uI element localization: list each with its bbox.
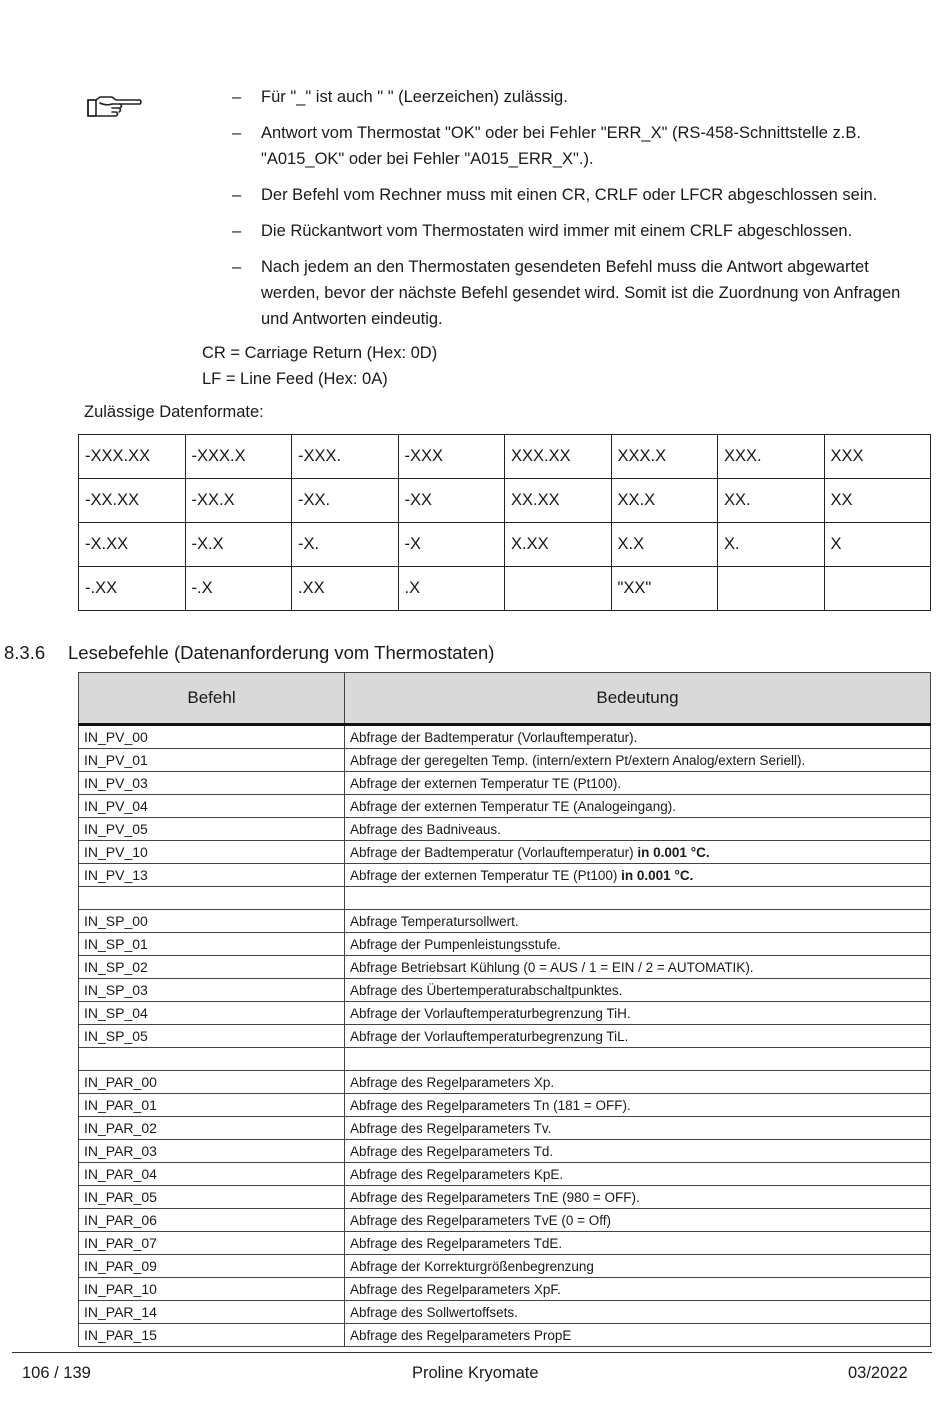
command-description	[345, 1140, 931, 1163]
format-cell: -XX.XX	[79, 479, 186, 523]
format-cell: XXX.	[718, 435, 825, 479]
description-text: Abfrage des Regelparameters TdE.	[350, 1235, 563, 1251]
description-text: Abfrage Temperatursollwert.	[350, 913, 519, 929]
command-code: IN_PV_10	[79, 841, 345, 864]
note-bullet	[232, 182, 932, 208]
command-code: IN_PV_13	[79, 864, 345, 887]
format-cell: X.	[718, 523, 825, 567]
format-cell: X.X	[611, 523, 718, 567]
command-code: IN_PAR_02	[79, 1117, 345, 1140]
description-text: Abfrage des Übertemperaturabschaltpunktes.	[350, 982, 623, 998]
command-code: IN_SP_04	[79, 1002, 345, 1025]
footer-rule	[12, 1352, 932, 1353]
command-row	[79, 749, 931, 772]
format-cell: -.X	[185, 567, 292, 611]
command-code: IN_PAR_14	[79, 1301, 345, 1324]
command-code: IN_PV_05	[79, 818, 345, 841]
format-cell: -XX.	[292, 479, 399, 523]
bullet-text: Der Befehl vom Rechner muss mit einen CR, CRLF oder LFCR abgeschlossen sein.	[261, 186, 878, 204]
command-description	[345, 1071, 931, 1094]
description-text: Abfrage der Korrekturgrößenbegrenzung	[350, 1258, 594, 1274]
format-cell: -XXX.X	[185, 435, 292, 479]
format-cell: XX.XX	[505, 479, 612, 523]
format-cell: XXX.X	[611, 435, 718, 479]
command-row	[79, 818, 931, 841]
command-row	[79, 1255, 931, 1278]
format-cell	[718, 567, 825, 611]
description-text: Abfrage der Badtemperatur (Vorlauftemperatur)	[350, 844, 638, 860]
bullet-dash: –	[232, 88, 242, 106]
command-description	[345, 1255, 931, 1278]
command-row	[79, 1117, 931, 1140]
command-row	[79, 772, 931, 795]
format-cell: -X	[398, 523, 505, 567]
formats-row	[79, 567, 931, 611]
format-cell: -X.XX	[79, 523, 186, 567]
note-bullet	[232, 120, 932, 172]
format-cell: -XXX.	[292, 435, 399, 479]
description-text: Abfrage der externen Temperatur TE (Pt100)	[350, 867, 622, 883]
command-description	[345, 1278, 931, 1301]
command-code: IN_SP_03	[79, 979, 345, 1002]
note-bullet	[232, 218, 932, 244]
command-description	[345, 1186, 931, 1209]
description-text: Abfrage der externen Temperatur TE (Analogeingang).	[350, 798, 676, 814]
command-row	[79, 1209, 931, 1232]
description-text: Abfrage des Regelparameters XpF.	[350, 1281, 561, 1297]
command-description	[345, 1163, 931, 1186]
command-code: IN_PAR_01	[79, 1094, 345, 1117]
command-code	[79, 1048, 345, 1071]
formats-heading: Zulässige Datenformate:	[84, 403, 264, 421]
description-text: Abfrage des Regelparameters TvE (0 = Off)	[350, 1212, 612, 1228]
command-description	[345, 841, 931, 864]
command-description	[345, 979, 931, 1002]
command-description	[345, 749, 931, 772]
format-cell: X.XX	[505, 523, 612, 567]
footer-date: 03/2022	[848, 1364, 908, 1382]
formats-row	[79, 523, 931, 567]
header-bedeutung: Bedeutung	[345, 673, 931, 725]
command-row	[79, 956, 931, 979]
command-row	[79, 725, 931, 749]
description-text: Abfrage der Vorlauftemperaturbegrenzung TiL.	[350, 1028, 629, 1044]
description-text: Abfrage des Regelparameters PropE	[350, 1327, 572, 1343]
command-row	[79, 1301, 931, 1324]
format-cell: .XX	[292, 567, 399, 611]
command-code: IN_PAR_03	[79, 1140, 345, 1163]
format-cell: -XXX	[398, 435, 505, 479]
command-row	[79, 1002, 931, 1025]
note-bullet	[232, 254, 932, 332]
command-code: IN_PV_04	[79, 795, 345, 818]
command-row	[79, 1232, 931, 1255]
command-code: IN_PV_01	[79, 749, 345, 772]
command-code: IN_PAR_10	[79, 1278, 345, 1301]
command-row	[79, 1163, 931, 1186]
command-code: IN_PAR_05	[79, 1186, 345, 1209]
commands-header-row	[79, 673, 931, 725]
formats-row	[79, 435, 931, 479]
command-description	[345, 1232, 931, 1255]
format-cell: XXX.XX	[505, 435, 612, 479]
bullet-text: Die Rückantwort vom Thermostaten wird immer mit einem CRLF abgeschlossen.	[261, 222, 853, 240]
description-text: Abfrage der externen Temperatur TE (Pt100).	[350, 775, 622, 791]
command-description	[345, 1002, 931, 1025]
command-row	[79, 795, 931, 818]
description-text: Abfrage des Sollwertoffsets.	[350, 1304, 518, 1320]
command-code: IN_PAR_00	[79, 1071, 345, 1094]
format-cell: -X.X	[185, 523, 292, 567]
format-cell: .X	[398, 567, 505, 611]
formats-row	[79, 479, 931, 523]
bullet-text: Für "_" ist auch " " (Leerzeichen) zulässig.	[261, 88, 568, 106]
commands-table	[78, 672, 931, 1347]
command-description	[345, 887, 931, 910]
description-highlight: in 0.001 °C.	[621, 867, 694, 883]
command-row	[79, 1186, 931, 1209]
description-text: Abfrage des Regelparameters Td.	[350, 1143, 554, 1159]
description-text: Abfrage der Vorlauftemperaturbegrenzung TiH.	[350, 1005, 631, 1021]
command-row	[79, 933, 931, 956]
description-text: Abfrage des Badniveaus.	[350, 821, 501, 837]
section-number: 8.3.6	[4, 642, 46, 663]
format-cell: -X.	[292, 523, 399, 567]
format-cell: -XX	[398, 479, 505, 523]
description-highlight: in 0.001 °C.	[637, 844, 710, 860]
command-code: IN_PAR_15	[79, 1324, 345, 1347]
command-code: IN_PAR_06	[79, 1209, 345, 1232]
command-row	[79, 1094, 931, 1117]
description-text: Abfrage des Regelparameters Xp.	[350, 1074, 555, 1090]
command-code: IN_PV_03	[79, 772, 345, 795]
description-text: Abfrage des Regelparameters Tn (181 = OFF).	[350, 1097, 631, 1113]
command-row	[79, 1140, 931, 1163]
command-code: IN_PAR_04	[79, 1163, 345, 1186]
command-description	[345, 1117, 931, 1140]
format-cell: -XXX.XX	[79, 435, 186, 479]
page-number: 106 / 139	[22, 1364, 91, 1382]
command-row	[79, 1071, 931, 1094]
command-code: IN_SP_05	[79, 1025, 345, 1048]
command-row	[79, 910, 931, 933]
footer-title: Proline Kryomate	[412, 1364, 539, 1382]
bullet-dash: –	[232, 258, 242, 276]
cr-note: CR = Carriage Return (Hex: 0D)	[202, 344, 438, 362]
command-row	[79, 1278, 931, 1301]
command-code: IN_PAR_09	[79, 1255, 345, 1278]
bullet-dash: –	[232, 186, 242, 204]
command-description	[345, 1094, 931, 1117]
command-description	[345, 864, 931, 887]
note-bullet	[232, 84, 932, 110]
command-description	[345, 795, 931, 818]
command-code: IN_SP_01	[79, 933, 345, 956]
command-row	[79, 1025, 931, 1048]
description-text: Abfrage des Regelparameters Tv.	[350, 1120, 552, 1136]
format-cell: XX	[824, 479, 931, 523]
command-description	[345, 725, 931, 749]
command-description	[345, 1025, 931, 1048]
command-row	[79, 979, 931, 1002]
command-row	[79, 887, 931, 910]
description-text: Abfrage der geregelten Temp. (intern/extern Pt/extern Analog/extern Seriell).	[350, 752, 806, 768]
format-cell: -.XX	[79, 567, 186, 611]
format-cell: XX.X	[611, 479, 718, 523]
format-cell: XXX	[824, 435, 931, 479]
format-cell	[505, 567, 612, 611]
description-text: Abfrage der Badtemperatur (Vorlauftemperatur).	[350, 729, 638, 745]
command-description	[345, 1324, 931, 1347]
section-title: Lesebefehle (Datenanforderung vom Thermostaten)	[68, 642, 495, 663]
description-text: Abfrage Betriebsart Kühlung (0 = AUS / 1 = EIN / 2 = AUTOMATIK).	[350, 959, 754, 975]
command-code: IN_PV_00	[79, 725, 345, 749]
command-row	[79, 841, 931, 864]
notes-list	[232, 84, 932, 342]
command-description	[345, 910, 931, 933]
command-description	[345, 1209, 931, 1232]
format-cell: X	[824, 523, 931, 567]
header-befehl: Befehl	[79, 673, 345, 725]
command-description	[345, 1301, 931, 1324]
bullet-text: Antwort vom Thermostat "OK" oder bei Fehler "ERR_X" (RS-458-Schnittstelle z.B. "A015_OK" oder bei Fehler "A015_ERR_X".).	[261, 124, 861, 168]
bullet-text: Nach jedem an den Thermostaten gesendeten Befehl muss die Antwort abgewartet werden, bevor der nächste Befehl gesendet wird. Somit ist die Zuordnung von Anfragen und Antworten eindeutig.	[261, 258, 901, 328]
command-row	[79, 1324, 931, 1347]
command-description	[345, 1048, 931, 1071]
pointing-hand-icon	[86, 92, 142, 122]
format-cell: "XX"	[611, 567, 718, 611]
command-row	[79, 1048, 931, 1071]
line-endings	[202, 340, 437, 392]
command-description	[345, 818, 931, 841]
bullet-dash: –	[232, 124, 242, 142]
command-description	[345, 956, 931, 979]
command-code	[79, 887, 345, 910]
description-text: Abfrage der Pumpenleistungsstufe.	[350, 936, 561, 952]
format-cell: XX.	[718, 479, 825, 523]
command-description	[345, 933, 931, 956]
command-code: IN_SP_02	[79, 956, 345, 979]
lf-note: LF = Line Feed (Hex: 0A)	[202, 370, 388, 388]
formats-table	[78, 434, 931, 611]
format-cell: -XX.X	[185, 479, 292, 523]
description-text: Abfrage des Regelparameters TnE (980 = OFF).	[350, 1189, 640, 1205]
bullet-dash: –	[232, 222, 242, 240]
command-row	[79, 864, 931, 887]
format-cell	[824, 567, 931, 611]
command-code: IN_SP_00	[79, 910, 345, 933]
command-code: IN_PAR_07	[79, 1232, 345, 1255]
description-text: Abfrage des Regelparameters KpE.	[350, 1166, 564, 1182]
command-description	[345, 772, 931, 795]
